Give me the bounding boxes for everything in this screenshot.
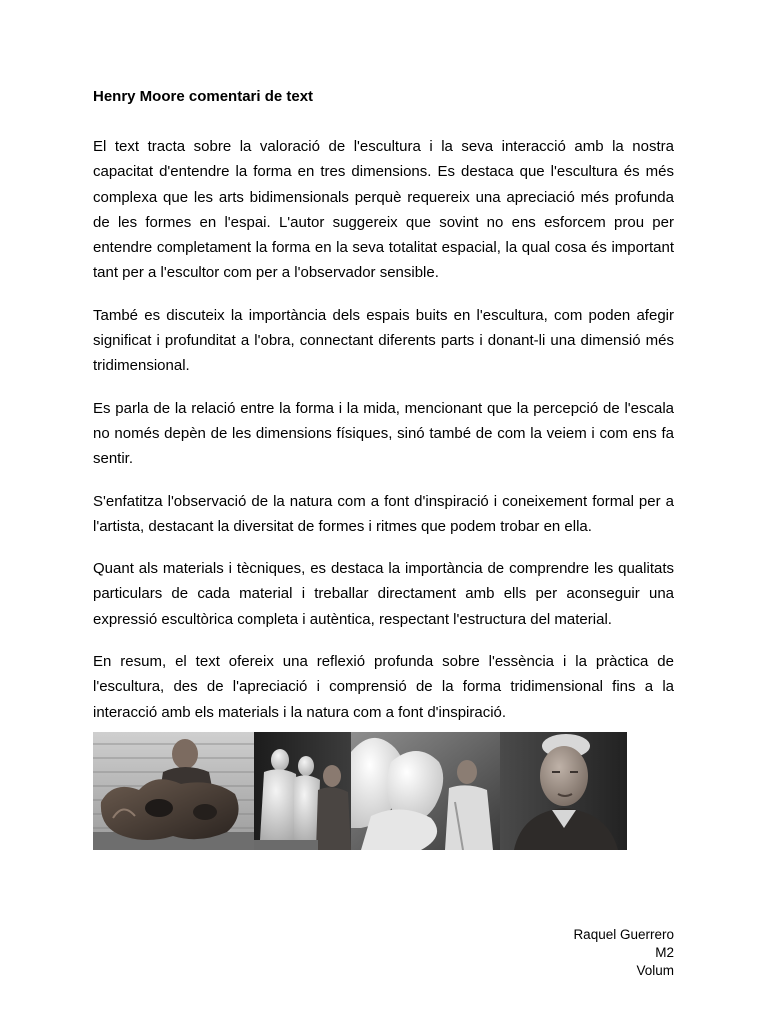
group-label: M2 xyxy=(655,945,674,960)
paragraph-empty-spaces: També es discuteix la importància dels espais buits en l'escultura, com poden afegir significat i profunditat a l'obra, connectant diferents parts i donant-li una dimensió més tridimensional. xyxy=(93,306,674,375)
moore-white-plaster-forms-photo xyxy=(351,732,500,850)
moore-portrait-photo xyxy=(500,732,627,850)
author-name: Raquel Guerrero xyxy=(573,927,674,942)
subject-label: Volum xyxy=(636,963,674,978)
document-body xyxy=(93,134,674,742)
photo-strip xyxy=(93,732,627,850)
document-title: Henry Moore comentari de text xyxy=(93,88,314,105)
paragraph-materials: Quant als materials i tècniques, es destaca la importància de comprendre les qualitats particulars de cada material i treballar directament amb ells per aconseguir una expressió escultòrica completa i autèntica, respectant l'estructura del material. xyxy=(93,560,674,628)
paragraph-summary: En resum, el text ofereix una reflexió profunda sobre l'essència i la pràctica de l'escultura, des de l'apreciació i comprensió de la forma tridimensional fins a la interacció amb els materials i la natura com a font d'inspiració. xyxy=(93,653,674,721)
moore-family-group-sculpture-photo xyxy=(254,732,351,850)
paragraph-intro: El text tracta sobre la valoració de l'escultura i la seva interacció amb la nostra capacitat d'entendre la forma en tres dimensions. Es destaca que l'escultura és més complexa que les arts bidimensionals perquè requereix una apreciació més profunda de les formes en l'espai. L'autor suggereix que sovint no ens esforcem prou per entendre completament la forma en la seva totalitat espacial, la qual cosa és important tant per a l'escultor com per a l'observador sensible. xyxy=(93,138,674,282)
paragraph-nature: S'enfatitza l'observació de la natura com a font d'inspiració i coneixement formal per a l'artista, destacant la diversitat de formes i ritmes que podem trobar en ella. xyxy=(93,492,674,535)
moore-reclining-figure-photo xyxy=(93,732,254,850)
signature-block xyxy=(573,926,674,980)
paragraph-form-and-size: Es parla de la relació entre la forma i la mida, mencionant que la percepció de l'escala no només depèn de les dimensions físiques, sinó també de com la veiem i com ens fa sentir. xyxy=(93,399,674,468)
